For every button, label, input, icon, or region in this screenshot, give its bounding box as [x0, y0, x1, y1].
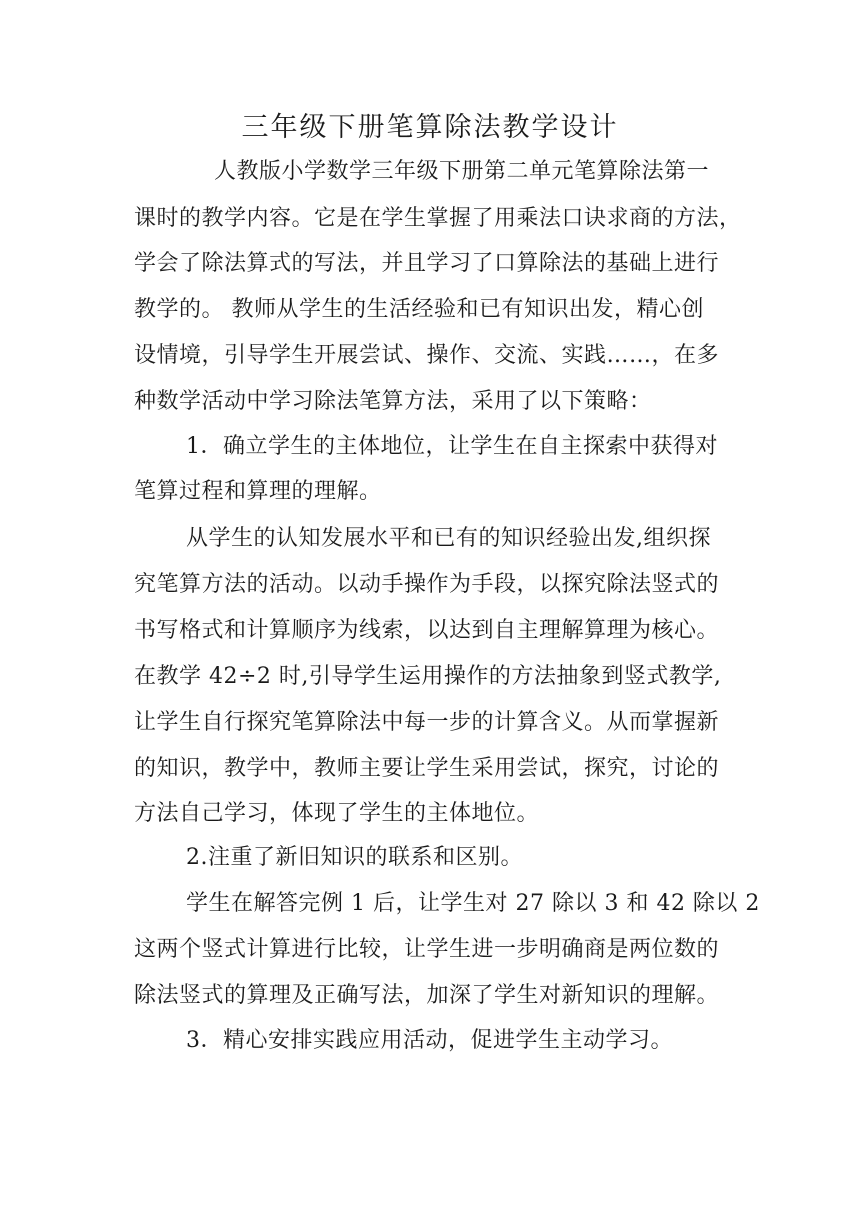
paragraph-line: 书写格式和计算顺序为线索，以达到自主理解算理为核心。 [134, 618, 720, 643]
list-item-heading: 3．精心安排实践应用活动，促进学生主动学习。 [186, 1028, 673, 1053]
paragraph-line: 除法竖式的算理及正确写法，加深了学生对新知识的理解。 [134, 983, 720, 1008]
paragraph-line: 课时的教学内容。它是在学生掌握了用乘法口诀求商的方法， [134, 206, 742, 231]
paragraph-line: 究笔算方法的活动。以动手操作为手段，以探究除法竖式的 [134, 572, 720, 597]
paragraph-line: 在教学 42÷2 时,引导学生运用操作的方法抽象到竖式教学, [134, 664, 722, 689]
paragraph-line: 种数学活动中学习除法笔算方法，采用了以下策略： [134, 389, 652, 414]
document-title: 三年级下册笔算除法教学设计 [241, 112, 619, 143]
paragraph-line: 设情境，引导学生开展尝试、操作、交流、实践……，在多 [134, 343, 720, 368]
paragraph-line: 笔算过程和算理的理解。 [134, 479, 382, 504]
paragraph-line: 人教版小学数学三年级下册第二单元笔算除法第一 [214, 159, 710, 184]
list-item-heading: 2.注重了新旧知识的联系和区别。 [186, 845, 523, 870]
paragraph-line: 让学生自行探究笔算除法中每一步的计算含义。从而掌握新 [134, 710, 720, 735]
paragraph-line: 方法自己学习，体现了学生的主体地位。 [134, 801, 540, 826]
paragraph-line: 学生在解答完例 1 后，让学生对 27 除以 3 和 42 除以 2 [186, 891, 760, 916]
paragraph-line: 学会了除法算式的写法，并且学习了口算除法的基础上进行 [134, 251, 720, 276]
paragraph-line: 从学生的认知发展水平和已有的知识经验出发,组织探 [186, 526, 711, 551]
paragraph-line: 这两个竖式计算进行比较，让学生进一步明确商是两位数的 [134, 937, 720, 962]
paragraph-line: 教学的。 教师从学生的生活经验和已有知识出发，精心创 [134, 297, 704, 322]
paragraph-line: 的知识，教学中，教师主要让学生采用尝试，探究，讨论的 [134, 756, 720, 781]
list-item-heading: 1．确立学生的主体地位，让学生在自主探索中获得对 [186, 434, 718, 459]
